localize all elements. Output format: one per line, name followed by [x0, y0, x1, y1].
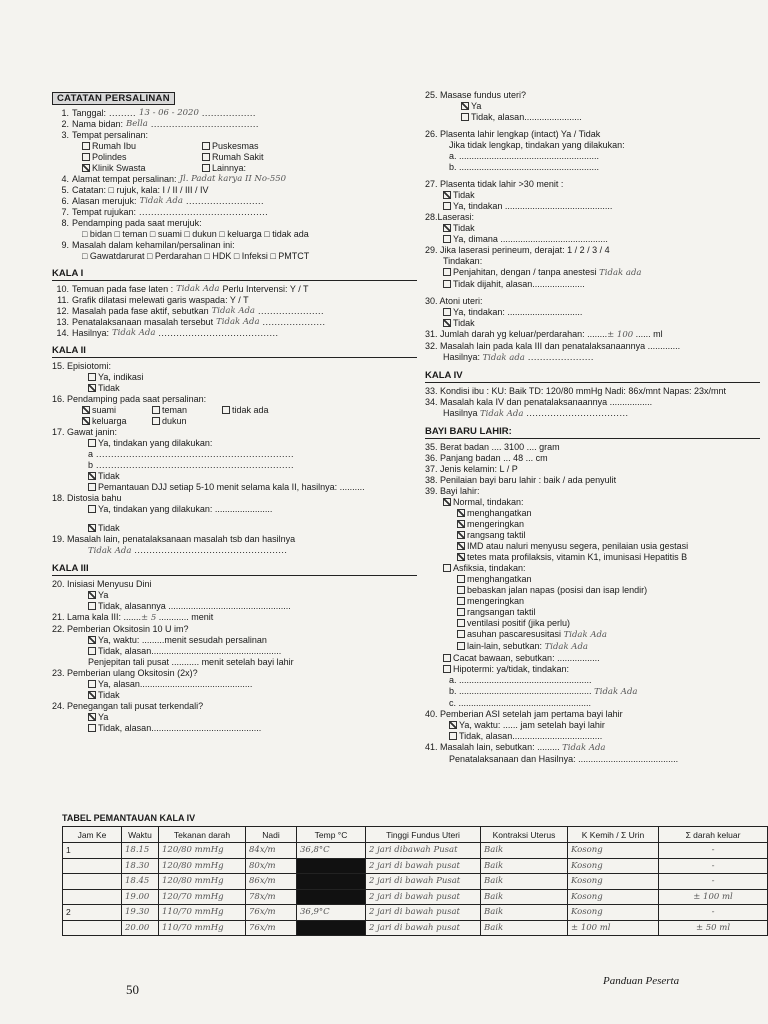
- cell: Baik: [481, 905, 568, 921]
- option-episiotomi-ya[interactable]: Ya, indikasi: [52, 372, 417, 383]
- cell: [63, 920, 122, 936]
- cell: 18.45: [122, 874, 159, 890]
- asfiksia-3[interactable]: mengeringkan: [425, 596, 760, 607]
- option-asi-ya[interactable]: Ya, waktu: ...... jam setelah bayi lahir: [425, 720, 760, 731]
- item-14: 14. Hasilnya: Tidak Ada ........................................: [56, 328, 279, 338]
- item-4: 4. Alamat tempat persalinan: Jl. Padat karya II No-550: [61, 174, 287, 184]
- col-tekanan-darah: Tekanan darah: [159, 827, 246, 843]
- cell: 18.15: [122, 843, 159, 859]
- item-9: 9. Masalah dalam kehamilan/persalinan ini:: [61, 240, 235, 250]
- option-imd-tidak[interactable]: Tidak, alasannya .................................................: [52, 601, 417, 612]
- cell: 120/70 mmHg: [159, 889, 246, 905]
- cell: Kosong: [568, 905, 659, 921]
- cell: 2 jari di bawah Pusat: [366, 874, 481, 890]
- masalah-options[interactable]: □ Gawatdarurat □ Perdarahan □ HDK □ Infeksi □ PMTCT: [82, 251, 310, 261]
- option-masase-tidak[interactable]: Tidak, alasan.......................: [425, 112, 760, 123]
- option-masase-ya[interactable]: Ya: [425, 101, 760, 112]
- option-ulang-ya[interactable]: Ya, alasan.............................................: [52, 679, 417, 690]
- item-25: 25. Masase fundus uteri?: [425, 90, 527, 100]
- item-22: 22. Pemberian Oksitosin 10 U im?: [52, 624, 189, 634]
- cell: [63, 874, 122, 890]
- line-a: a ..................................................................: [88, 449, 295, 459]
- footer-text: Panduan Peserta: [603, 975, 680, 987]
- cell: 78x/m: [246, 889, 297, 905]
- item-21: 21. Lama kala III: .......± 5 ............ menit: [52, 612, 214, 623]
- option-oksitosin-tidak[interactable]: Tidak, alasan....................................................: [52, 646, 417, 657]
- option-keluarga[interactable]: keluarga: [82, 416, 152, 427]
- option-30-ya[interactable]: Ya, tindakan: ..............................: [425, 307, 760, 318]
- cell-shaded: [297, 874, 366, 890]
- item-24: 24. Penegangan tali pusat terkendali?: [52, 701, 204, 711]
- cell: [63, 889, 122, 905]
- table-header-row: [63, 827, 768, 843]
- option-hipotermi[interactable]: Hipotermi: ya/tidak, tindakan:: [425, 664, 760, 675]
- item-30: 30. Atoni uteri:: [425, 296, 483, 306]
- hipotermi-a: a. .....................................................: [449, 675, 592, 685]
- item-13: 13. Penatalaksanaan masalah tersebut Tidak Ada .....................: [56, 317, 326, 327]
- item-11: 11. Grafik dilatasi melewati garis waspada: Y / T: [57, 295, 249, 305]
- item-5: 5. Catatan: □ rujuk, kala: I / II / III / IV: [61, 185, 209, 195]
- cell: -: [659, 843, 768, 859]
- cell: -: [659, 858, 768, 874]
- col-waktu: Waktu: [122, 827, 159, 843]
- cell: 120/80 mmHg: [159, 874, 246, 890]
- cell: -: [659, 905, 768, 921]
- section-title-catatan: CATATAN PERSALINAN: [52, 92, 175, 105]
- cell: 86x/m: [246, 874, 297, 890]
- item-36: 36. Panjang badan ... 48 ... cm: [425, 453, 548, 463]
- option-29-tidak-dijahit[interactable]: Tidak dijahit, alasan.....................: [425, 279, 760, 290]
- col-darah-keluar: Σ darah keluar: [659, 827, 768, 843]
- item-27: 27. Plasenta tidak lahir >30 menit :: [425, 179, 564, 189]
- asfiksia-2[interactable]: bebaskan jalan napas (posisi dan isap lendir): [425, 585, 760, 596]
- item-18: 18. Distosia bahu: [52, 493, 122, 503]
- option-gawat-tidak[interactable]: Tidak: [52, 471, 417, 482]
- option-28-tidak[interactable]: Tidak: [425, 223, 760, 234]
- cell: 2 jari dibawah Pusat: [366, 843, 481, 859]
- option-distosia-tidak[interactable]: Tidak: [52, 523, 417, 534]
- item-39: 39. Bayi lahir:: [425, 486, 480, 496]
- item-26-b: b. ........................................................: [449, 162, 600, 172]
- hipotermi-c: c. .....................................................: [449, 698, 592, 708]
- item-23: 23. Pemberian ulang Oksitosin (2x)?: [52, 668, 198, 678]
- item-15: 15. Episiotomi:: [52, 361, 112, 371]
- item-41-hasil: Penatalaksanaan dan Hasilnya: ........................................: [449, 754, 679, 764]
- asfiksia-4[interactable]: rangsangan taktil: [425, 607, 760, 618]
- cell: -: [659, 874, 768, 890]
- item-1: 1. Tanggal: ......... 13 - 06 - 2020 ..................: [61, 108, 256, 118]
- cell: 2 jari di bawah pusat: [366, 889, 481, 905]
- cell: [63, 858, 122, 874]
- col-temp: Temp °C: [297, 827, 366, 843]
- item-26-note: Jika tidak lengkap, tindakan yang dilakukan:: [449, 140, 625, 150]
- table-row: [63, 905, 768, 921]
- item-41: 41. Masalah lain, sebutkan: ......... Tidak Ada: [425, 742, 606, 753]
- asfiksia-6[interactable]: asuhan pascaresusitasi Tidak Ada: [425, 629, 760, 641]
- normal-3[interactable]: rangsang taktil: [425, 530, 760, 541]
- item-37: 37. Jenis kelamin: L / P: [425, 464, 518, 474]
- option-27-ya[interactable]: Ya, tindakan ...........................................: [425, 201, 760, 212]
- item-31: 31. Jumlah darah yg keluar/perdarahan: ........± 100 ...... ml: [425, 329, 663, 340]
- item-32: 32. Masalah lain pada kala III dan penatalaksanaannya .............: [425, 341, 681, 351]
- cell: 20.00: [122, 920, 159, 936]
- item-35: 35. Berat badan .... 3100 .... gram: [425, 442, 560, 452]
- cell-shaded: [297, 920, 366, 936]
- cell: 36,9°C: [297, 905, 366, 921]
- item-34: 34. Masalah kala IV dan penatalaksanaannya .................: [425, 397, 653, 407]
- cell: Kosong: [568, 843, 659, 859]
- item-29: 29. Jika laserasi perineum, derajat: 1 / 2 / 3 / 4: [425, 245, 610, 255]
- cell: 120/80 mmHg: [159, 843, 246, 859]
- cell: 2: [63, 905, 122, 921]
- checkbox-rumah-ibu[interactable]: Rumah Ibu: [82, 141, 202, 152]
- item-6: 6. Alasan merujuk: Tidak Ada ..........................: [61, 196, 264, 206]
- option-distosia-ya[interactable]: Ya, tindakan yang dilakukan: .......................: [52, 504, 417, 515]
- cell: ± 50 ml: [659, 920, 768, 936]
- handwritten-value: 13 - 06 - 2020: [139, 108, 199, 118]
- option-28-ya[interactable]: Ya, dimana ...........................................: [425, 234, 760, 245]
- option-pemantauan-djj[interactable]: Pemantauan DJJ setiap 5-10 menit selama kala II, hasilnya: ..........: [52, 482, 417, 493]
- item-28: 28.Laserasi:: [425, 212, 475, 222]
- item-7: 7. Tempat rujukan: ...........................................: [61, 207, 269, 217]
- cell: ± 100 ml: [659, 889, 768, 905]
- option-30-tidak[interactable]: Tidak: [425, 318, 760, 329]
- option-normal[interactable]: Normal, tindakan:: [425, 497, 760, 508]
- item-34-hasil: Hasilnya Tidak Ada ..................................: [443, 408, 629, 419]
- option-teman[interactable]: teman: [152, 405, 222, 416]
- table-title: TABEL PEMANTAUAN KALA IV: [62, 813, 196, 823]
- cell: Baik: [481, 874, 568, 890]
- section-title-kala-1: KALA I: [52, 268, 417, 281]
- option-suami[interactable]: suami: [82, 405, 152, 416]
- tempat-options: [52, 141, 417, 174]
- cell: 110/70 mmHg: [159, 920, 246, 936]
- cell: 18.30: [122, 858, 159, 874]
- option-imd-ya[interactable]: Ya: [52, 590, 417, 601]
- pendamping-options[interactable]: □ bidan □ teman □ suami □ dukun □ keluarga □ tidak ada: [82, 229, 309, 239]
- cell: 76x/m: [246, 920, 297, 936]
- cell: Baik: [481, 858, 568, 874]
- section-title-kala-2: KALA II: [52, 345, 417, 358]
- option-27-tidak[interactable]: Tidak: [425, 190, 760, 201]
- cell: 19.30: [122, 905, 159, 921]
- page-number: 50: [126, 982, 139, 997]
- option-penegangan-ya[interactable]: Ya: [52, 712, 417, 723]
- monitoring-table: [62, 826, 768, 936]
- item-2: 2. Nama bidan: Bella ....................................: [61, 119, 259, 129]
- item-8: 8. Pendamping pada saat merujuk:: [61, 218, 202, 228]
- item-26-a: a. ........................................................: [449, 151, 600, 161]
- item-3: 3. Tempat persalinan:: [61, 130, 149, 140]
- item-20: 20. Inisiasi Menyusu Dini: [52, 579, 152, 589]
- option-asi-tidak[interactable]: Tidak, alasan....................................: [425, 731, 760, 742]
- item-17: 17. Gawat janin:: [52, 427, 118, 437]
- checkbox-polindes[interactable]: Polindes: [82, 152, 202, 163]
- item-10: 10. Temuan pada fase laten : Tidak Ada Perlu Intervensi: Y / T: [56, 284, 309, 294]
- asfiksia-5[interactable]: ventilasi positif (jika perlu): [425, 618, 760, 629]
- cell-shaded: [297, 858, 366, 874]
- table-row: [63, 843, 768, 859]
- option-gawat-ya[interactable]: Ya, tindakan yang dilakukan:: [52, 438, 417, 449]
- option-29-penjahitan[interactable]: Penjahitan, dengan / tanpa anestesi Tidak ada: [425, 267, 760, 279]
- col-tinggi-fundus: Tinggi Fundus Uteri: [366, 827, 481, 843]
- option-episiotomi-tidak[interactable]: Tidak: [52, 383, 417, 394]
- option-asfiksia[interactable]: Asfiksia, tindakan:: [425, 563, 760, 574]
- penjepitan-tali-pusat: Penjepitan tali pusat ........... menit setelah bayi lahir: [88, 657, 294, 667]
- cell-shaded: [297, 889, 366, 905]
- option-dukun[interactable]: dukun: [152, 416, 222, 427]
- item-19: 19. Masalah lain, penatalaksanaan masalah tsb dan hasilnya: [52, 534, 296, 544]
- hipotermi-b: b. ..................................................... Tidak Ada: [449, 686, 638, 697]
- item-19-value: Tidak Ada ...................................................: [88, 545, 288, 556]
- cell: ± 100 ml: [568, 920, 659, 936]
- cell: Baik: [481, 920, 568, 936]
- asfiksia-7[interactable]: lain-lain, sebutkan: Tidak Ada: [425, 641, 760, 653]
- table-row: [63, 889, 768, 905]
- cell: 80x/m: [246, 858, 297, 874]
- pendamping-persalinan-options: [52, 405, 417, 427]
- cell: Kosong: [568, 889, 659, 905]
- item-38: 38. Penilaian bayi baru lahir : baik / ada penyulit: [425, 475, 617, 485]
- cell: 19.00: [122, 889, 159, 905]
- right-column: [425, 90, 760, 765]
- table-row: [63, 920, 768, 936]
- option-cacat-bawaan[interactable]: Cacat bawaan, sebutkan: .................: [425, 653, 760, 664]
- table-row: [63, 874, 768, 890]
- line-b: b ..................................................................: [88, 460, 295, 470]
- normal-5[interactable]: tetes mata profilaksis, vitamin K1, imunisasi Hepatitis B: [425, 552, 760, 563]
- section-title-bayi: BAYI BARU LAHIR:: [425, 426, 760, 439]
- asfiksia-1[interactable]: menghangatkan: [425, 574, 760, 585]
- item-26: 26. Plasenta lahir lengkap (intact) Ya / Tidak: [425, 129, 601, 139]
- cell: 36,8°C: [297, 843, 366, 859]
- checkbox-klinik-swasta[interactable]: Klinik Swasta: [82, 163, 202, 174]
- col-kemih: K Kemih / Σ Urin: [568, 827, 659, 843]
- cell: 2 jari di bawah pusat: [366, 905, 481, 921]
- section-title-kala-3: KALA III: [52, 563, 417, 576]
- item-29-tindakan: Tindakan:: [443, 256, 483, 266]
- cell: Kosong: [568, 858, 659, 874]
- cell: 2 jari di bawah pusat: [366, 920, 481, 936]
- item-16: 16. Pendamping pada saat persalinan:: [52, 394, 207, 404]
- item-33: 33. Kondisi ibu : KU: Baik TD: 120/80 mmHg Nadi: 86x/mnt Napas: 23x/mnt: [425, 386, 726, 396]
- option-penegangan-tidak[interactable]: Tidak, alasan............................................: [52, 723, 417, 734]
- cell: Kosong: [568, 874, 659, 890]
- col-kontraksi: Kontraksi Uterus: [481, 827, 568, 843]
- cell: 2 jari di bawah pusat: [366, 858, 481, 874]
- option-oksitosin-ya[interactable]: Ya, waktu: .........menit sesudah persalinan: [52, 635, 417, 646]
- left-column: [52, 92, 417, 734]
- cell: 120/80 mmHg: [159, 858, 246, 874]
- normal-1[interactable]: menghangatkan: [425, 508, 760, 519]
- section-title-kala-4: KALA IV: [425, 370, 760, 383]
- checkbox-puskesmas[interactable]: Puskesmas: [202, 141, 322, 152]
- normal-2[interactable]: mengeringkan: [425, 519, 760, 530]
- item-12: 12. Masalah pada fase aktif, sebutkan Tidak Ada ......................: [56, 306, 325, 316]
- cell: Baik: [481, 889, 568, 905]
- col-jam-ke: Jam Ke: [63, 827, 122, 843]
- item-40: 40. Pemberian ASI setelah jam pertama bayi lahir: [425, 709, 623, 719]
- cell: 110/70 mmHg: [159, 905, 246, 921]
- item-32-hasil: Hasilnya: Tidak ada ......................: [443, 352, 594, 363]
- checkbox-lainnya[interactable]: Lainnya:: [202, 163, 322, 174]
- col-nadi: Nadi: [246, 827, 297, 843]
- option-tidak-ada[interactable]: tidak ada: [222, 405, 302, 416]
- table-row: [63, 858, 768, 874]
- option-ulang-tidak[interactable]: Tidak: [52, 690, 417, 701]
- normal-4[interactable]: IMD atau naluri menyusu segera, penilaian usia gestasi: [425, 541, 760, 552]
- cell: 76x/m: [246, 905, 297, 921]
- cell: Baik: [481, 843, 568, 859]
- cell: 1: [63, 843, 122, 859]
- checkbox-rumah-sakit[interactable]: Rumah Sakit: [202, 152, 322, 163]
- cell: 84x/m: [246, 843, 297, 859]
